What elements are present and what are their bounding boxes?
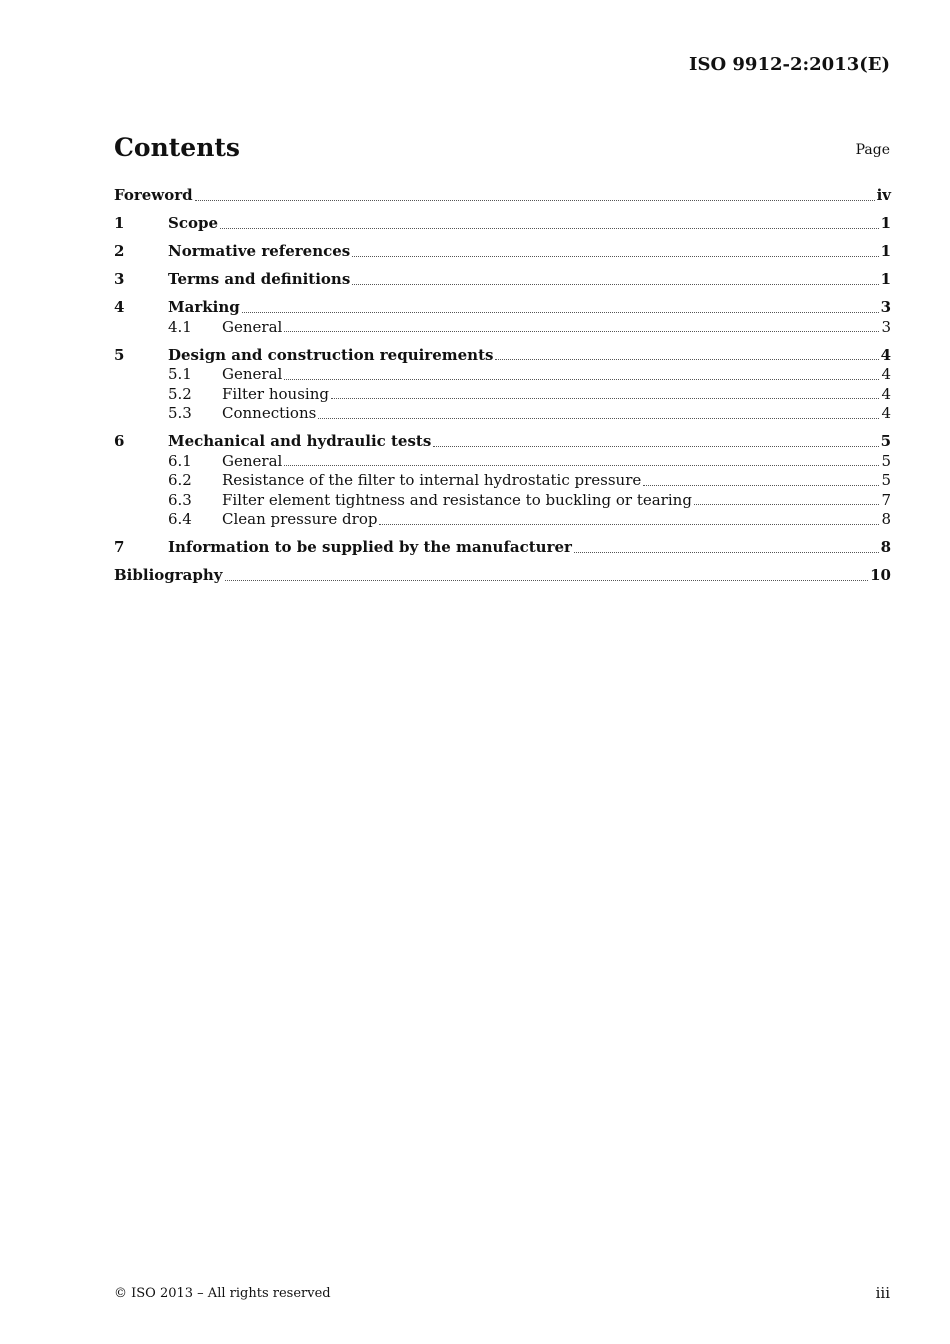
toc-entry-design-construction[interactable] bbox=[114, 346, 891, 366]
page-column-label: Page bbox=[855, 142, 890, 158]
toc-entry-number: 7 bbox=[114, 538, 125, 556]
toc-entry-6-1-general[interactable] bbox=[114, 452, 891, 472]
toc-entry-mechanical-hydraulic-tests[interactable] bbox=[114, 432, 891, 452]
toc-entry-title: General bbox=[222, 451, 283, 470]
toc-entry-number: 3 bbox=[114, 270, 125, 288]
toc-entry-title: Mechanical and hydraulic tests bbox=[168, 432, 432, 450]
toc-entry-number: 6.4 bbox=[168, 510, 192, 528]
dot-leader bbox=[643, 484, 879, 486]
toc-entry-number: 4 bbox=[114, 298, 125, 316]
toc-entry-scope[interactable] bbox=[114, 214, 891, 234]
toc-entry-6-3-element-tightness[interactable] bbox=[114, 491, 891, 511]
toc-entry-page: 5 bbox=[881, 471, 891, 489]
toc-entry-page: 8 bbox=[881, 510, 891, 528]
standard-identifier: ISO 9912-2:2013(E) bbox=[689, 54, 890, 75]
toc-entry-page: 1 bbox=[880, 270, 891, 288]
contents-heading: Contents bbox=[114, 133, 241, 162]
toc-entry-page: 3 bbox=[880, 298, 891, 316]
toc-entry-number: 6.2 bbox=[168, 471, 192, 489]
toc-entry-number: 2 bbox=[114, 242, 125, 260]
table-of-contents bbox=[114, 186, 891, 586]
toc-entry-marking[interactable] bbox=[114, 298, 891, 318]
toc-entry-bibliography[interactable] bbox=[114, 566, 891, 586]
toc-entry-title: Filter element tightness and resistance to buckling or tearing bbox=[222, 490, 692, 509]
toc-entry-terms-definitions[interactable] bbox=[114, 270, 891, 290]
dot-leader bbox=[284, 378, 879, 380]
toc-entry-title: Normative references bbox=[168, 242, 351, 260]
toc-entry-page: 8 bbox=[880, 538, 891, 556]
toc-entry-4-1-general[interactable] bbox=[114, 318, 891, 338]
toc-entry-number: 6.1 bbox=[168, 451, 192, 470]
dot-leader bbox=[242, 311, 879, 313]
toc-entry-title: Foreword bbox=[114, 186, 193, 204]
page-number: iii bbox=[875, 1284, 890, 1302]
toc-entry-title: Bibliography bbox=[114, 566, 223, 584]
toc-entry-5-2-filter-housing[interactable] bbox=[114, 385, 891, 405]
dot-leader bbox=[318, 417, 879, 419]
dot-leader bbox=[284, 464, 879, 466]
toc-entry-title: Resistance of the filter to internal hydrostatic pressure bbox=[222, 471, 642, 489]
toc-entry-title: Connections bbox=[222, 404, 317, 422]
dot-leader bbox=[352, 255, 878, 257]
toc-entry-5-3-connections[interactable] bbox=[114, 404, 891, 424]
toc-entry-page: iv bbox=[876, 186, 891, 204]
toc-entry-number: 1 bbox=[114, 214, 125, 232]
toc-entry-page: 1 bbox=[880, 242, 891, 260]
dot-leader bbox=[433, 445, 878, 447]
toc-entry-title: Filter housing bbox=[222, 384, 329, 403]
toc-entry-page: 10 bbox=[870, 566, 891, 584]
toc-entry-number: 4.1 bbox=[168, 317, 192, 336]
toc-entry-number: 5 bbox=[114, 345, 125, 364]
toc-entry-number: 6.3 bbox=[168, 490, 192, 509]
dot-leader bbox=[220, 227, 879, 229]
toc-entry-6-4-pressure-drop[interactable] bbox=[114, 510, 891, 530]
dot-leader bbox=[379, 523, 879, 525]
toc-entry-foreword[interactable] bbox=[114, 186, 891, 206]
toc-entry-page: 5 bbox=[881, 451, 891, 470]
dot-leader bbox=[284, 330, 879, 332]
toc-entry-page: 7 bbox=[881, 490, 891, 509]
dot-leader bbox=[331, 397, 879, 399]
dot-leader bbox=[195, 199, 875, 201]
toc-entry-number: 5.3 bbox=[168, 404, 192, 422]
dot-leader bbox=[694, 503, 880, 505]
toc-entry-normative-references[interactable] bbox=[114, 242, 891, 262]
toc-entry-title: Design and construction requirements bbox=[168, 345, 494, 364]
toc-entry-title: General bbox=[222, 365, 283, 383]
toc-entry-page: 4 bbox=[881, 404, 891, 422]
toc-entry-page: 4 bbox=[881, 365, 891, 383]
dot-leader bbox=[225, 579, 869, 581]
toc-entry-title: Marking bbox=[168, 298, 240, 316]
toc-entry-page: 3 bbox=[881, 317, 891, 336]
dot-leader bbox=[352, 283, 878, 285]
toc-entry-page: 5 bbox=[880, 432, 891, 450]
toc-entry-title: Terms and definitions bbox=[168, 270, 351, 288]
dot-leader bbox=[495, 358, 878, 360]
toc-entry-page: 4 bbox=[880, 345, 891, 364]
toc-entry-number: 6 bbox=[114, 432, 125, 450]
toc-entry-manufacturer-information[interactable] bbox=[114, 538, 891, 558]
dot-leader bbox=[574, 551, 879, 553]
toc-entry-title: Clean pressure drop bbox=[222, 510, 378, 528]
toc-entry-number: 5.1 bbox=[168, 365, 192, 383]
toc-entry-number: 5.2 bbox=[168, 384, 192, 403]
toc-entry-5-1-general[interactable] bbox=[114, 365, 891, 385]
toc-entry-title: Scope bbox=[168, 214, 219, 232]
toc-entry-title: General bbox=[222, 317, 283, 336]
copyright-notice: © ISO 2013 – All rights reserved bbox=[114, 1286, 331, 1301]
toc-entry-page: 1 bbox=[880, 214, 891, 232]
toc-entry-6-2-hydrostatic-pressure[interactable] bbox=[114, 471, 891, 491]
toc-entry-page: 4 bbox=[881, 384, 891, 403]
toc-entry-title: Information to be supplied by the manufacturer bbox=[168, 538, 572, 556]
